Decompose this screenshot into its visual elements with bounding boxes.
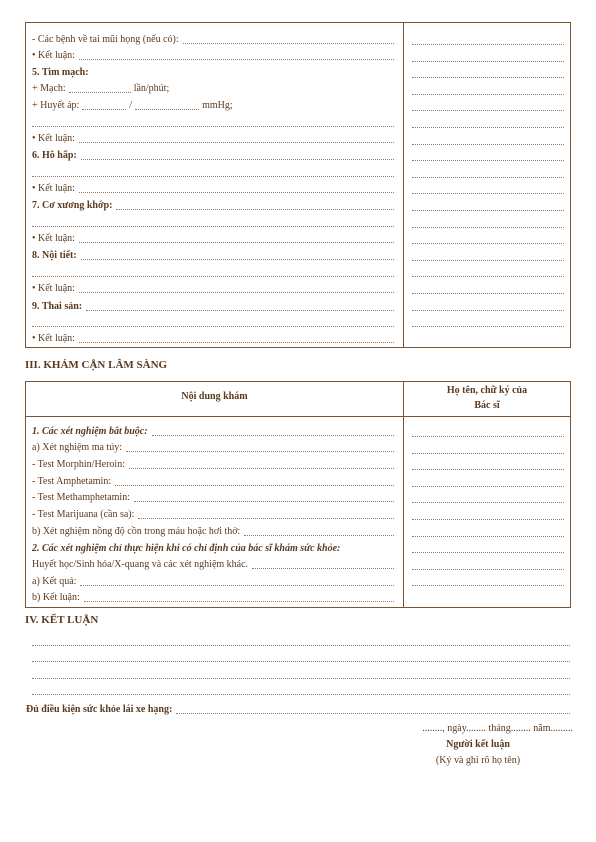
content-column-header: Nội dung khám bbox=[181, 391, 248, 402]
optional-tests-row: Huyết học/Sinh hóa/X-quang và các xét nghiệm khác. bbox=[32, 557, 394, 571]
signature-line bbox=[412, 453, 564, 454]
ent-label: - Các bệnh về tai mũi họng (nếu có): bbox=[32, 34, 179, 45]
signature-line bbox=[412, 243, 564, 244]
signature-line bbox=[412, 552, 564, 553]
signature-line bbox=[412, 193, 564, 194]
section4-title: IV. KẾT LUẬN bbox=[25, 614, 99, 626]
signature-line bbox=[412, 276, 564, 277]
conclusion-line bbox=[32, 661, 570, 662]
drug-test-row: a) Xét nghiệm ma túy: bbox=[32, 440, 394, 454]
bp-unit: mmHg; bbox=[202, 100, 233, 111]
signature-line bbox=[412, 77, 564, 78]
signature-line bbox=[412, 210, 564, 211]
signature-line bbox=[412, 569, 564, 570]
paraclinical-header-divider bbox=[25, 416, 571, 417]
pulse-label: + Mạch: bbox=[32, 83, 66, 94]
signer-note: (Ký và ghi rõ họ tên) bbox=[435, 755, 521, 766]
signature-line bbox=[412, 44, 564, 45]
conclusion-row: • Kết luận: bbox=[32, 331, 394, 345]
conclusion-line bbox=[32, 645, 570, 646]
conclusion-line bbox=[32, 678, 570, 679]
conclusion-line bbox=[32, 694, 570, 695]
signer-title: Người kết luận bbox=[446, 739, 510, 750]
doctor-column-header-line2: Bác sĩ bbox=[474, 400, 500, 411]
cardio-title: 5. Tim mạch: bbox=[32, 67, 89, 78]
optional-tests-title: 2. Các xét nghiệm chỉ thực hiện khi có chỉ định của bác sĩ khám sức khỏe: bbox=[32, 543, 341, 554]
paraclinical-conclusion-row: b) Kết luận: bbox=[32, 590, 394, 604]
signature-line bbox=[412, 486, 564, 487]
signature-line bbox=[412, 110, 564, 111]
methamphetamin-test-row: - Test Methamphetamin: bbox=[32, 490, 394, 504]
signature-line bbox=[412, 536, 564, 537]
section3-title: III. KHÁM CẬN LÂM SÀNG bbox=[25, 359, 168, 371]
respiratory-row: 6. Hô hấp: bbox=[32, 148, 394, 162]
marijuana-test-row: - Test Marijuana (cần sa): bbox=[32, 507, 394, 521]
date-line: ........, ngày........ tháng........ năm......... bbox=[422, 723, 573, 734]
pulse-unit: lần/phút; bbox=[133, 83, 170, 94]
signature-line bbox=[412, 260, 564, 261]
conclusion-row: • Kết luận: bbox=[32, 181, 394, 195]
signature-line bbox=[412, 469, 564, 470]
signature-line bbox=[412, 326, 564, 327]
amphetamin-test-row: - Test Amphetamin: bbox=[32, 474, 394, 488]
signature-line bbox=[412, 310, 564, 311]
morphin-test-row: - Test Morphin/Heroin: bbox=[32, 457, 394, 471]
pulse-row bbox=[32, 81, 394, 95]
signature-line bbox=[412, 160, 564, 161]
conclusion-row: • Kết luận: bbox=[32, 231, 394, 245]
musculoskeletal-row: 7. Cơ xương khớp: bbox=[32, 198, 394, 212]
required-tests-row: 1. Các xét nghiệm bắt buộc: bbox=[32, 424, 394, 438]
result-row: a) Kết quả: bbox=[32, 574, 394, 588]
signature-line bbox=[412, 177, 564, 178]
signature-line bbox=[412, 502, 564, 503]
conclusion-row: • Kết luận: bbox=[32, 281, 394, 295]
signature-line bbox=[412, 436, 564, 437]
bp-separator: / bbox=[129, 100, 133, 111]
pregnancy-row: 9. Thai sản: bbox=[32, 299, 394, 313]
signature-line bbox=[412, 61, 564, 62]
conclusion-label: • Kết luận: bbox=[32, 50, 75, 61]
conclusion-row bbox=[32, 48, 394, 62]
signature-line bbox=[412, 127, 564, 128]
blood-pressure-row bbox=[32, 98, 394, 112]
signature-line bbox=[412, 585, 564, 586]
signature-line bbox=[412, 519, 564, 520]
clinical-exam-column-divider bbox=[403, 22, 404, 348]
alcohol-test-row: b) Xét nghiệm nồng độ cồn trong máu hoặc hơi thở: bbox=[32, 524, 394, 538]
ent-row bbox=[32, 32, 394, 46]
signature-line bbox=[412, 144, 564, 145]
conclusion-row: • Kết luận: bbox=[32, 131, 394, 145]
license-class-row: Đủ điều kiện sức khỏe lái xe hạng: bbox=[26, 702, 570, 716]
endocrine-row: 8. Nội tiết: bbox=[32, 248, 394, 262]
signature-line bbox=[412, 94, 564, 95]
bp-label: + Huyết áp: bbox=[32, 100, 80, 111]
signature-line bbox=[412, 227, 564, 228]
doctor-column-header-line1: Họ tên, chữ ký của bbox=[446, 385, 528, 396]
signature-line bbox=[412, 293, 564, 294]
